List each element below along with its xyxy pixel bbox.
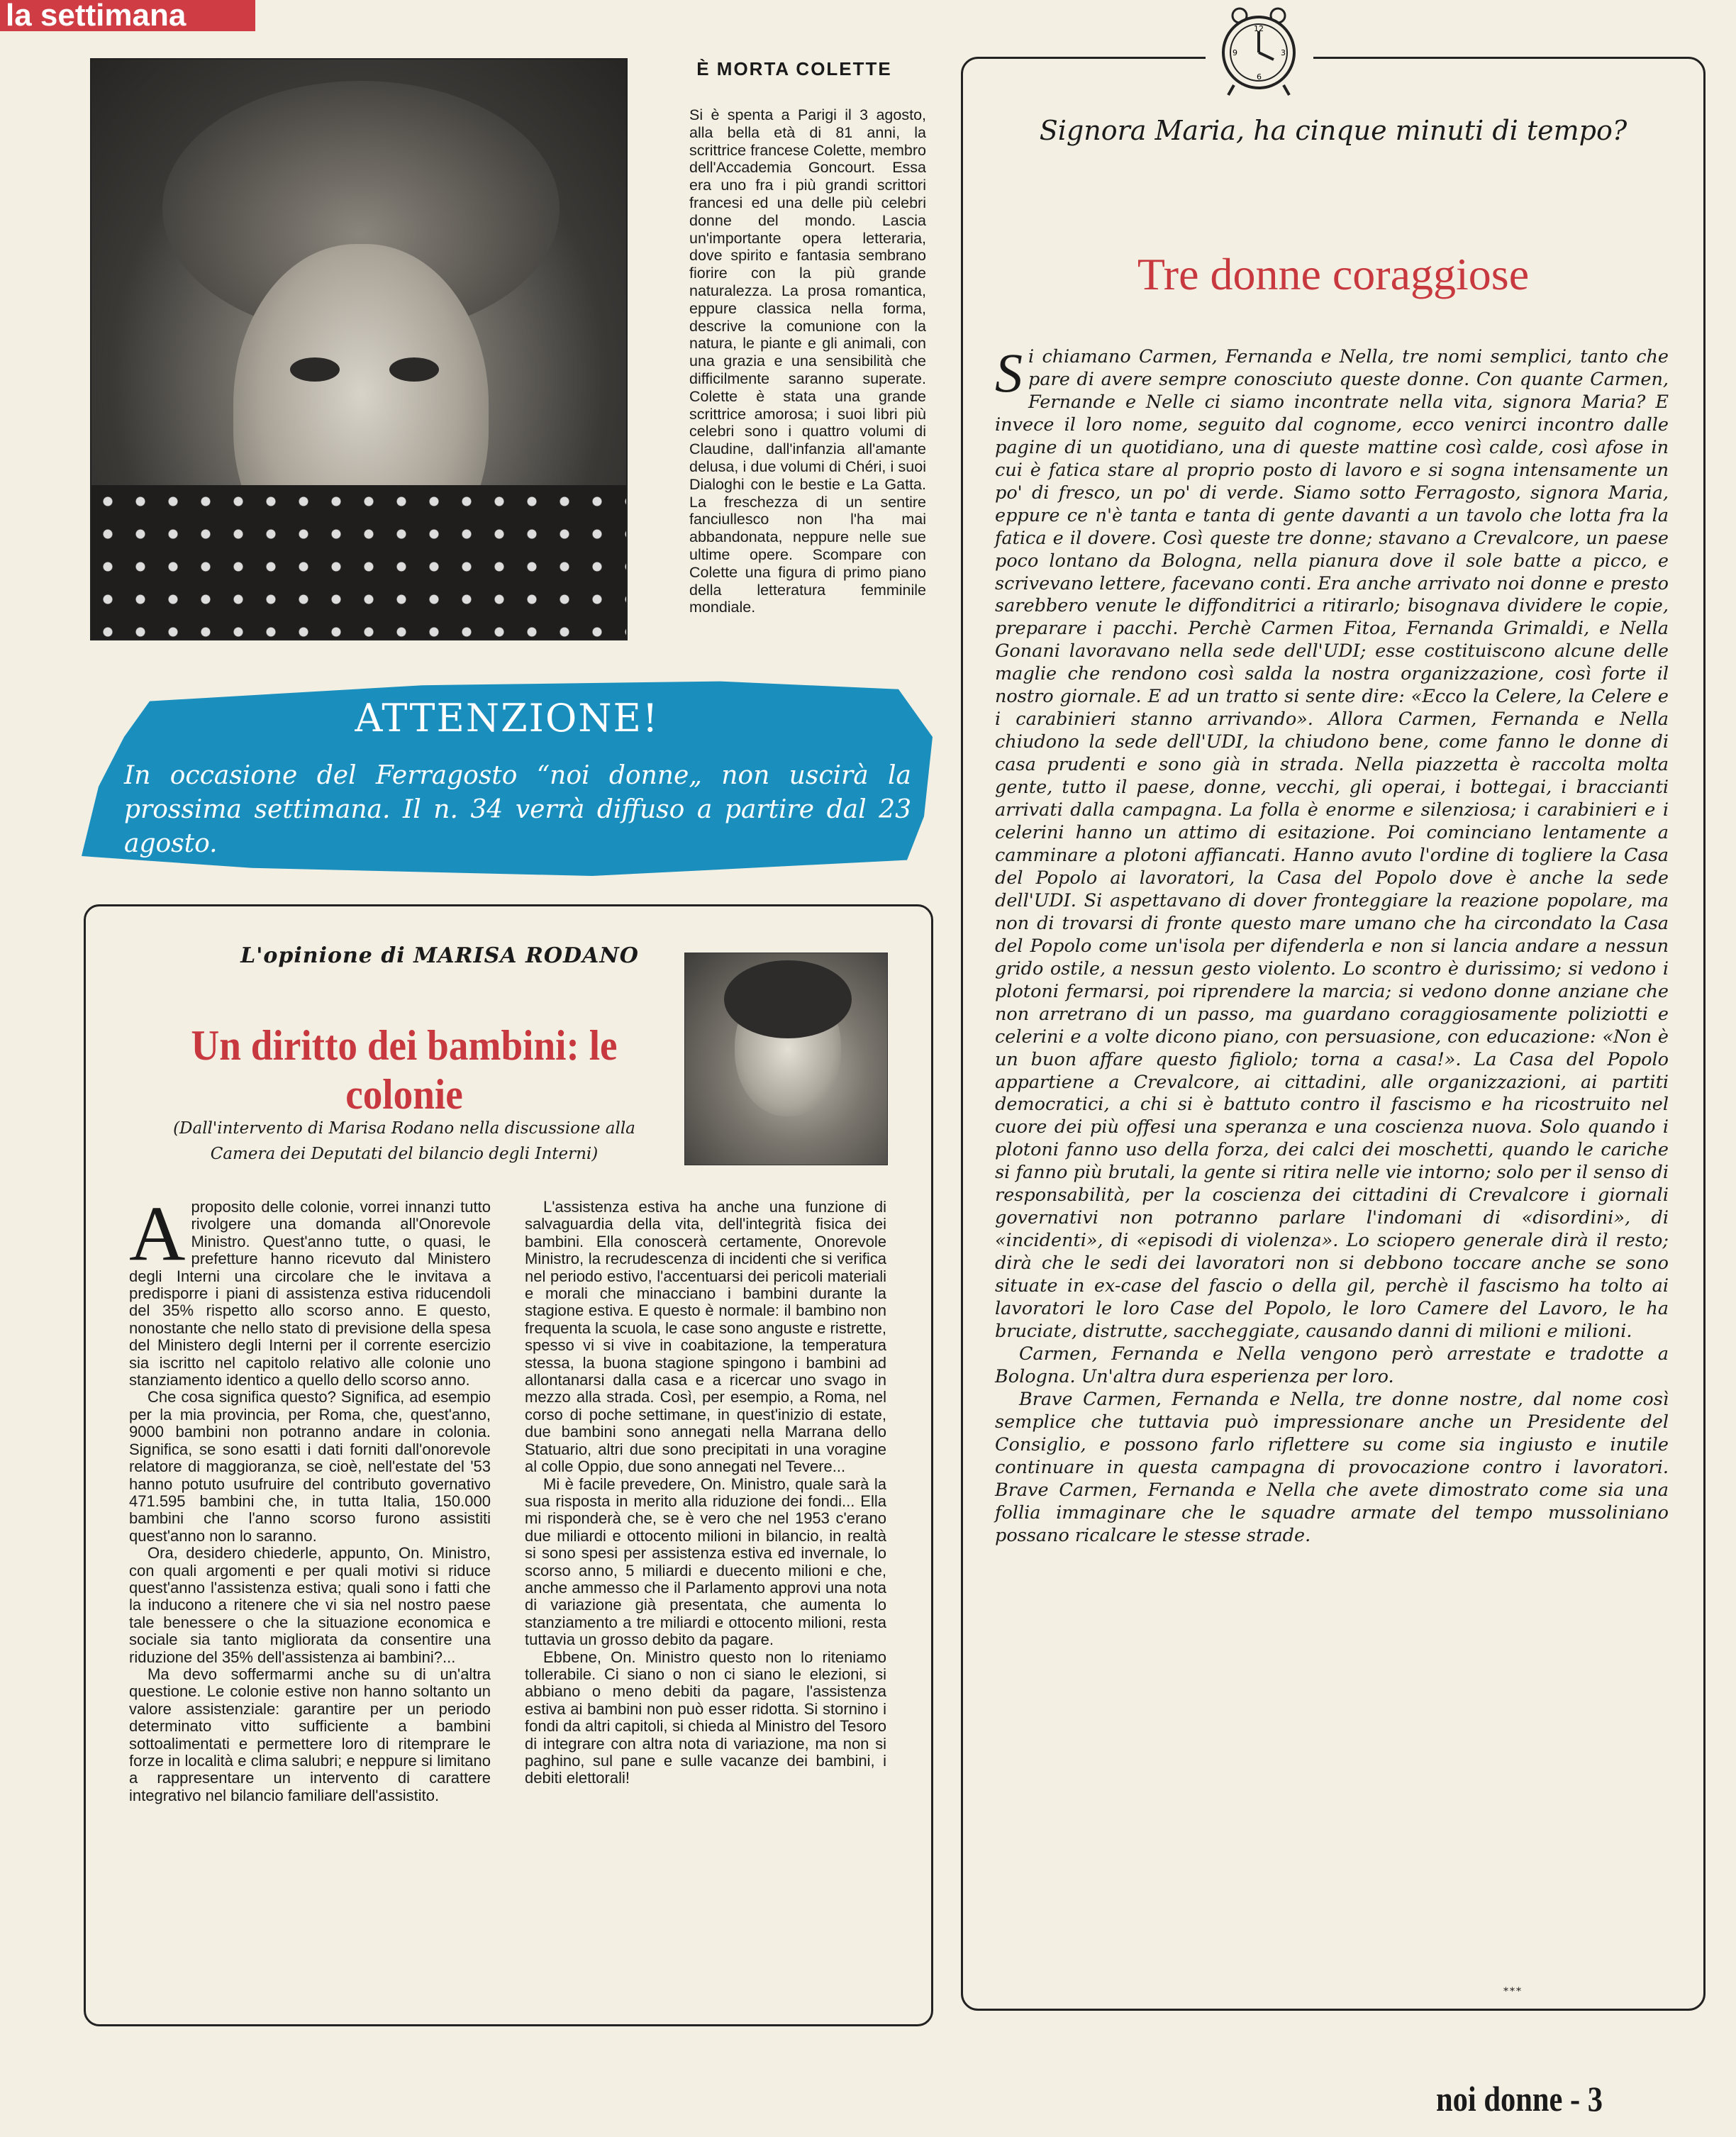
paragraph: Brave Carmen, Fernanda e Nella, tre donne nostre, dal nome così semplice che tuttavia può impressionare anche un Presidente del Consiglio, e possono farlo riflettere su come sia ingiusto e inutile continuare in questa campagna di provocazione contro i lavoratori. Brave Carmen, Fernanda e Nella che avete dimostrato come sia una follia immaginare che le squadre armate del tempo mussoliniano possano ricalcare le stesse strade. bbox=[995, 1388, 1669, 1546]
page-footer: noi donne - 3 bbox=[1436, 2079, 1603, 2119]
alarm-clock-icon bbox=[1213, 6, 1305, 99]
polka-dot-garment bbox=[91, 485, 626, 640]
rodano-column-2 bbox=[525, 1199, 886, 1787]
end-mark: *** bbox=[1503, 1986, 1523, 1997]
drop-cap: S bbox=[995, 342, 1023, 404]
attention-title: ATTENZIONE! bbox=[355, 696, 660, 740]
left-eye bbox=[290, 357, 340, 382]
paragraph: Carmen, Fernanda e Nella vengono però arrestate e tradotte a Bologna. Un'altra dura esperienza per loro. bbox=[995, 1343, 1669, 1387]
paragraph: Ora, desidero chiederle, appunto, On. Ministro, con quali argomenti e per quali motivi si riduce quest'anno l'assistenza estiva; quali sono i fatti che la inducono a ritenere che vi sia nel nostro paese tale benessere o che la situazione economica e sociale sia tanto migliorata da consentire una riduzione del 35% dell'assistenza ai bambini?... bbox=[129, 1544, 491, 1666]
rodano-column-1 bbox=[129, 1190, 491, 1804]
colette-text: Si è spenta a Parigi il 3 agosto, alla bella età di 81 anni, la scrittrice francese Colette, membro dell'Accademia Goncourt. Essa era uno fra i più grandi scrittori francesi ed una delle più celebri donne del mondo. Lascia un'importante opera letteraria, dove spirito e fantasia sembrano fiorire con la più grande naturalezza. La prosa romantica, eppure classica nella forma, descrive la comunione con la natura, le piante e gli animali, con una grazia e una sensibilità che difficilmente saranno superate. Colette è stata una grande scrittrice amorosa; i suoi libri più celebri sono i quattro volumi di Claudine, dall'infanzia all'amante delusa, i due volumi di Chéri, i suoi Dialoghi con le bestie e La Gatta. La freschezza di un sentire fanciullesco non l'ha mai abbandonata, neppure nelle sue ultime opere. Scompare con Colette una figura di primo piano della letteratura femminile mondiale. bbox=[689, 106, 926, 616]
paragraph: Ebbene, On. Ministro questo non lo riteniamo tollerabile. Ci siano o non ci siano le elezioni, si abbiano o meno debiti da pagare, l'assistenza estiva ai bambini non può esser ridotta. Si stornino i fondi da altri capitoli, si chieda al Ministro del Tesoro di integrare con altra nota di variazione, ma non si paghino, sul pane e sulle vacanze dei bambini, i debiti elettorali! bbox=[525, 1648, 886, 1787]
paragraph: Mi è facile prevedere, On. Ministro, quale sarà la sua risposta in merito alla riduzione dei fondi... Ella mi risponderà che, se è vero che nel 1953 c'erano due miliardi e ottocento milioni in bilancio, in realtà si sono spesi per assistenza estiva ed invernale, lo scorso anno, 5 miliardi e duecento milioni e che, anche ammesso che il Parlamento approvi una nota di variazione già presentata, che aumenta lo stanziamento a tre miliardi e ottocento milioni, resta tuttavia un grosso debito da pagare. bbox=[525, 1475, 886, 1649]
attention-body: In occasione del Ferragosto “noi donne„ non uscirà la prossima settimana. Il n. 34 verrà diffuso a partire dal 23 agosto. bbox=[124, 761, 911, 858]
maria-question: Signora Maria, ha cinque minuti di tempo? bbox=[1039, 115, 1628, 146]
svg-text:12: 12 bbox=[1254, 24, 1264, 33]
opinion-title: L'opinione di MARISA RODANO bbox=[240, 943, 639, 968]
paragraph: Si chiamano Carmen, Fernanda e Nella, tre nomi semplici, tanto che pare di avere sempre conosciuto queste donne. Con quante Carmen, Fernande e Nelle ci siamo incontrate nella vita, signora Maria? E invece il loro nome, seguito dal cognome, ecco venirci incontro dalle pagine di un quotidiano, una di queste mattine così calde, così afose in cui è fatica stare al proprio posto di lavoro e si sogna intensamente un po' di fresco, un po' di verde. Siamo sotto Ferragosto, signora Maria, eppure ce n'è tanta e tanta di gente davanti a un tavolo che lotta fra la fatica e il dovere. Così queste tre donne; stavano a Crevalcore, un paese poco lontano da Bologna, nella pianura dove il sole batte a picco, e scrivevano lettere, facevano conti. Era anche arrivato noi donne e presto sarebbero venute le diffonditrici a ritirarlo; bisognava dividere le copie, preparare i pacchi. Perchè Carmen Fitoa, Fernanda Grimaldi, e Nella Gonani lavoravano nella sede dell'UDI; esse costituiscono alcune delle maglie che rendono così salda la nostra organizzazione, così forte il nostro giornale. E ad un tratto si sente dire: «Ecco la Celere, la Celere e i carabinieri stanno arrivando». Allora Carmen, Fernanda e Nella chiudono la sede dell'UDI, la chiudono bene, come fanno le donne di casa prudenti e sono già in strada. Nella piazzetta è raccolta molta gente, tutto il paese, donne, vecchi, gli operai, i bottegai, i braccianti arrivati dalla campagna. La folla è enorme e silenziosa; i carabinieri e i celerini hanno un attimo di esitazione. Poi cominciano lentamente a camminare a plotoni affiancati. Hanno avuto l'ordine di togliere la Casa del Popolo ai lavoratori, la Casa del Popolo dove è anche la sede dell'UDI. Si aspettavano di dover fronteggiare la reazione popolare, ma non di trovarsi di fronte questo mare umano che ha circondato la Casa del Popolo come un'isola per difenderla e non si lancia andare a nessun grido ostile, a nessun gesto violento. Lo scontro è durissimo; si vedono i plotoni fermarsi, poi riprendere la marcia; si vedono donne anziane che non arretrano di un passo, ma guardano coraggiosamente poliziotti e celerini e a volte dicono piano, con persuasione, con educazione: «Non è un buon affare questo figliolo; torna a casa!». La Casa del Popolo appartiene a Crevalcore, ai cittadini, alle organizzazioni, ai partiti democratici, a chi si è battuto contro il fascismo e ha ricostruito nel cuore dei più offesi una speranza e una coscienza nuova. Solo quando i plotoni fanno uso della forza, dei calci dei moschetti, quando le cariche si fanno più brutali, la gente si ritira nelle vie intorno; solo per il senso di responsabilità, per la coscienza dei cittadini di Crevalcore i giornali governativi non potranno parlare l'indomani di «disordini», di «incidenti», di «episodi di violenza». Lo sciopero generale dirà il resto; dirà che le sedi dei lavoratori non si debbono toccare anche se sono situate in ex-case del fascio o della gil, perchè il fascismo ha tolto ai lavoratori le loro Case del Popolo, le loro Camere del Lavoro, le ha bruciate, distrutte, saccheggiate, causando danni di milioni e milioni. bbox=[995, 342, 1669, 1342]
rodano-subtitle: (Dall'intervento di Marisa Rodano nella discussione alla Camera dei Deputati del bilancio degli Interni) bbox=[173, 1119, 635, 1163]
svg-text:3: 3 bbox=[1281, 48, 1286, 57]
section-tag: la settimana bbox=[0, 0, 255, 31]
colette-title: È MORTA COLETTE bbox=[696, 58, 892, 79]
paragraph: Aproposito delle colonie, vorrei innanzi tutto rivolgere una domanda all'Onorevole Ministro. Quest'anno tutte, o quasi, le prefetture hanno ricevuto dal Ministero degli Interni una circolare che le invitava a predisporre i piani di assistenza estiva riducendoli del 35% rispetto allo scorso anno. E questo, nonostante che nello stato di previsione della spesa del Ministero degli Interni per il corrente esercizio sia iscritto nel capitolo relativo alle colonie uno stanziamento identico a quello dello scorso anno. bbox=[129, 1190, 491, 1389]
paragraph: Ma devo soffermarmi anche su di un'altra questione. Le colonie estive non hanno soltanto un valore assistenziale: garantire per un periodo determinato vitto sufficiente a bambini sottoalimentati e permettere loro di ritemprare le forze in località e clima salubri; e neppure si limitano a rappresentare un intervento di carattere integrativo nel bilancio familiare dell'assistito. bbox=[129, 1665, 491, 1804]
rodano-photo bbox=[684, 953, 888, 1165]
svg-text:6: 6 bbox=[1257, 72, 1262, 82]
colette-photo bbox=[90, 58, 628, 640]
right-eye bbox=[389, 357, 439, 382]
drop-cap: A bbox=[129, 1190, 186, 1277]
maria-text bbox=[995, 342, 1669, 1548]
svg-text:9: 9 bbox=[1233, 48, 1237, 57]
attention-banner bbox=[82, 677, 933, 876]
paragraph: L'assistenza estiva ha anche una funzione di salvaguardia della vita, dell'integrità fisica dei bambini. Ella conoscerà certamente, Onorevole Ministro, la recrudescenza di incidenti che si verifica nel periodo estivo, l'accentuarsi dei pericoli materiali e morali che minacciano i bambini durante la stagione estiva. E questo è normale: il bambino non frequenta la scuola, le case sono anguste e ristrette, spesso vi si vive in coabitazione, la temperatura stessa, la buona stagione spingono i bambini ad allontanarsi dalla casa e a ricercar uno svago in mezzo alla strada. Così, per esempio, a Roma, nel corso di poche settimane, in quest'inizio di estate, due bambini sono annegati nella Marrana dello Statuario, altri due sono precipitati in una voragine al colle Oppio, due sono annegati nel Tevere... bbox=[525, 1198, 886, 1476]
paragraph: Che cosa significa questo? Significa, ad esempio per la mia provincia, per Roma, che, quest'anno, 9000 bambini non potranno andare in colonia. Significa, se sono esatti i dati forniti dall'onorevole relatore di maggioranza, se cioè, nell'estate del '53 hanno potuto usufruire del contributo governativo 471.595 bambini che, in tutta Italia, 150.000 bambini che l'anno scorso furono assistiti quest'anno non lo saranno. bbox=[129, 1388, 491, 1545]
rodano-headline: Un diritto dei bambini: le colonie bbox=[191, 1022, 618, 1118]
maria-title: Tre donne coraggiose bbox=[1137, 249, 1530, 299]
hair-shape bbox=[724, 960, 852, 1038]
